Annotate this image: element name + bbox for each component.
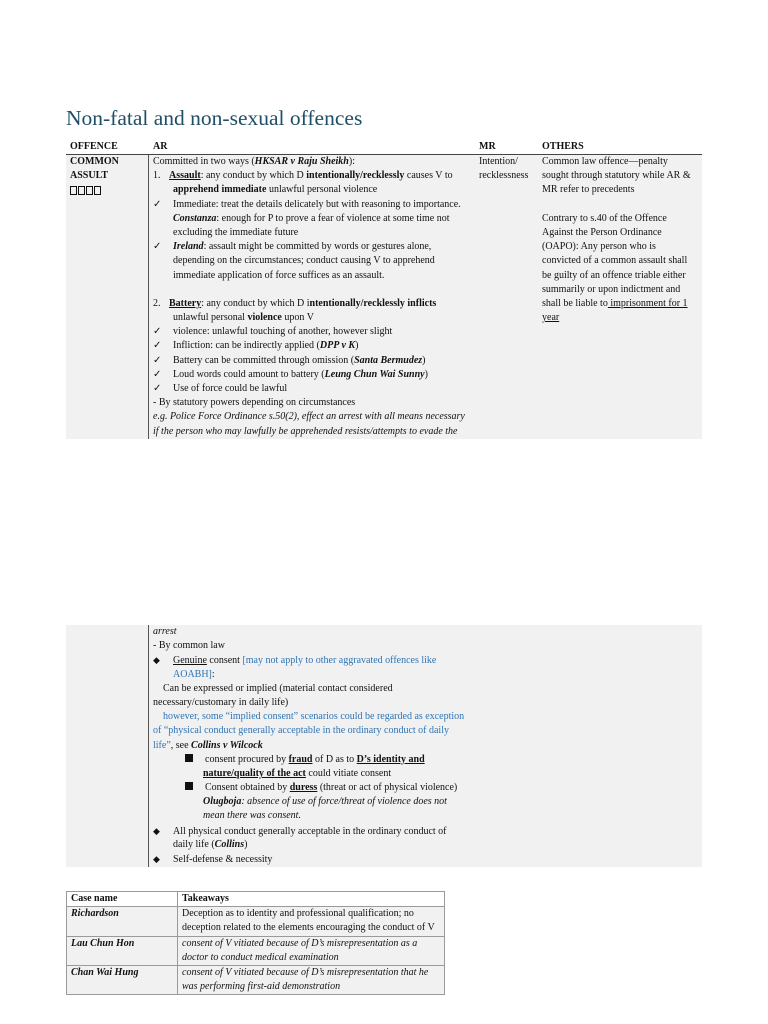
list-item [153,354,475,368]
list-item: - By statutory powers depending on circumstances [153,397,356,409]
diamond-bullet-icon: ◆ [153,825,160,836]
table-row [67,936,445,965]
battery-definition [153,297,475,311]
list-item [153,824,475,838]
text: ) [355,340,359,352]
imprisonment-term: imprisonment for 1 [607,297,688,309]
list-item [153,838,475,852]
text: was performing first-aid demonstration [182,981,341,993]
list-item [153,739,475,753]
column-header: Takeaways [178,892,445,907]
offence-name-line1: COMMON [70,156,119,167]
check-icon: ✓ [153,198,162,210]
case-name: Chan Wai Hung [67,966,178,995]
header-others: OTHERS [542,141,584,152]
note-text: of “physical conduct generally acceptable in the ordinary conduct of daily [153,725,449,737]
offence-cell [70,155,146,195]
list-item [153,368,475,382]
list-item: necessary/customary in daily life) [153,696,289,708]
check-icon: ✓ [153,340,162,352]
column-divider [148,625,149,867]
list-item: excluding the immediate future [173,226,299,238]
case-citation: Olugboja [203,796,242,808]
list-item [153,325,475,339]
text: apprehend immediate [173,184,267,196]
others-text [542,297,702,311]
text: , see [170,739,192,751]
term: Battery [169,297,202,309]
text: fraud [288,753,313,765]
text: violence [247,312,282,324]
list-item [153,382,475,396]
list-item [153,339,475,353]
text: : enough for P to prove a fear of violence at some time not [216,212,450,224]
diamond-bullet-icon: ◆ [153,854,160,864]
case-citation: DPP v K [319,340,356,352]
example-text: if the person who may lawfully be apprehended resists/attempts to evade the [153,425,458,437]
text: of D as to [312,753,357,765]
others-text: summarily or upon indictment and [542,283,681,295]
list-item: Can be expressed or implied (material contact considered [163,682,393,694]
text: Genuine [173,655,207,667]
text: ) [244,838,248,850]
text: Deception as to identity and professional qualification; no [182,908,414,920]
header-ar: AR [153,141,168,152]
text: Battery can be committed through omission ( [173,354,355,366]
list-item [153,781,475,795]
text: duress [289,782,318,794]
text: Infliction: can be indirectly applied ( [173,340,320,352]
offence-name-line2: ASSULT [70,170,108,182]
text: (threat or act of physical violence) [317,782,458,794]
spacer [153,283,475,297]
note-text: however, some “implied consent” scenarios could be regarded as exception [163,711,465,723]
case-takeaway [178,936,445,965]
case-name: Richardson [67,907,178,936]
list-item [153,212,475,226]
diamond-bullet-icon: ◆ [153,655,160,666]
check-icon: ✓ [153,326,162,338]
mr-line1: Intention/ [479,156,518,167]
text: unlawful personal [173,312,248,324]
list-item: immediate application of force suffices as an assault. [173,269,385,281]
check-icon: ✓ [153,354,162,366]
example-text: e.g. Police Force Ordinance s.50(2), effect an arrest with all means necessary [153,411,465,423]
list-item [153,198,475,212]
others-text: be guilty of an offence triable either [542,269,686,281]
check-icon: ✓ [153,383,162,394]
list-number: 1. [153,170,161,182]
case-citation: HKSAR v Raju Sheikh [254,156,349,167]
case-citation: Collins [214,838,245,850]
case-citation: Ireland [173,241,204,253]
others-text [542,311,702,325]
list-item [153,767,475,781]
text: upon V [281,312,314,324]
check-icon: ✓ [153,241,162,253]
mr-cell [479,155,539,183]
header-mr: MR [479,141,496,152]
list-number: 2. [153,297,161,309]
ar-cell-continued [153,625,475,866]
table-row [67,907,445,936]
text: consent [206,655,243,667]
header-offence: OFFENCE [70,141,118,152]
text: ): [348,156,355,167]
list-item [153,753,475,767]
list-item [153,653,475,667]
note-text: [may not apply to other aggravated offences like [242,655,437,667]
case-takeaway [178,907,445,936]
case-name: Lau Chun Hon [67,936,178,965]
column-divider [148,155,149,439]
others-text: Contrary to s.40 of the Offence [542,212,667,224]
list-item: mean there was consent. [203,810,301,822]
text: causes V to [404,170,453,182]
table-header-row [67,892,445,907]
others-text: Common law offence—penalty [542,156,668,167]
text: ntentionally/recklessly inflicts [309,297,437,309]
ar-cell [153,155,475,439]
others-text: (OAPO): Any person who is [542,241,656,253]
text: doctor to conduct medical examination [182,951,339,963]
battery-definition [153,311,475,325]
table-row [67,966,445,995]
text: : absence of use of force/threat of violence does not [241,796,447,808]
assault-definition [153,183,475,197]
text: D’s identity and [356,753,425,765]
others-text: Against the Person Ordinance [542,226,662,238]
note-text: AOABH] [173,668,212,680]
note-text: life” [153,739,171,751]
case-citation: Leung Chun Wai Sunny [324,368,425,380]
others-text: convicted of a common assault shall [542,255,688,267]
list-item [153,852,475,866]
square-bullet-icon [185,754,193,762]
text: Self-defense & necessity [173,854,273,865]
text: nature/quality of the act [203,767,306,779]
text: : any conduct by which D [200,170,307,182]
text: ) [422,354,426,366]
check-icon: ✓ [153,368,162,380]
text: deception related to the elements encouraging the conduct of V [182,922,435,934]
others-text: sought through statutory while AR & [542,170,691,182]
others-text: MR refer to precedents [542,184,635,196]
ar-intro [153,155,475,169]
list-item [153,240,475,254]
text: could vitiate consent [305,767,392,779]
text: intentionally/recklessly [306,170,405,182]
missing-glyph-icon [70,186,146,195]
text: : [211,668,215,680]
assault-definition [153,169,475,183]
others-text-part: shall be liable to [542,297,608,309]
case-citation: Constanza [173,212,217,224]
case-citation: Santa Bermudez [354,354,423,366]
cases-table [66,891,445,995]
term: Assault [169,170,201,182]
imprisonment-term: year [542,312,560,324]
list-item [153,795,475,809]
case-citation: Collins v Wilcock [191,739,263,751]
text: All physical conduct generally acceptable in the ordinary conduct of [173,825,447,837]
mr-line2: recklessness [479,170,529,182]
case-takeaway [178,966,445,995]
list-item: - By common law [153,640,225,652]
text: Committed in two ways ( [153,156,255,167]
list-item: depending on the circumstances; conduct causing V to apprehend [173,255,435,267]
text: : any conduct by which D i [201,297,310,309]
list-item [153,668,475,682]
text: unlawful personal violence [266,184,378,196]
text: Loud words could amount to battery ( [173,368,325,380]
others-cell [542,155,702,325]
text: : assault might be committed by words or gestures alone, [203,241,432,253]
text: Use of force could be lawful [173,383,288,394]
square-bullet-icon [185,782,193,790]
text: consent of V vitiated because of D’s misrepresentation that he [182,967,429,979]
text: Immediate: treat the details delicately but with reasoning to importance. [173,198,461,210]
text: daily life ( [173,838,215,850]
spacer [542,198,702,212]
text: violence: unlawful touching of another, however slight [173,326,393,338]
text: consent of V vitiated because of D’s misrepresentation as a [182,937,418,949]
column-header: Case name [67,892,178,907]
example-text: arrest [153,626,177,637]
text: consent procured by [205,753,289,765]
text: ) [424,368,428,380]
page-title: Non-fatal and non-sexual offences [66,106,363,130]
text: Consent obtained by [205,782,290,794]
